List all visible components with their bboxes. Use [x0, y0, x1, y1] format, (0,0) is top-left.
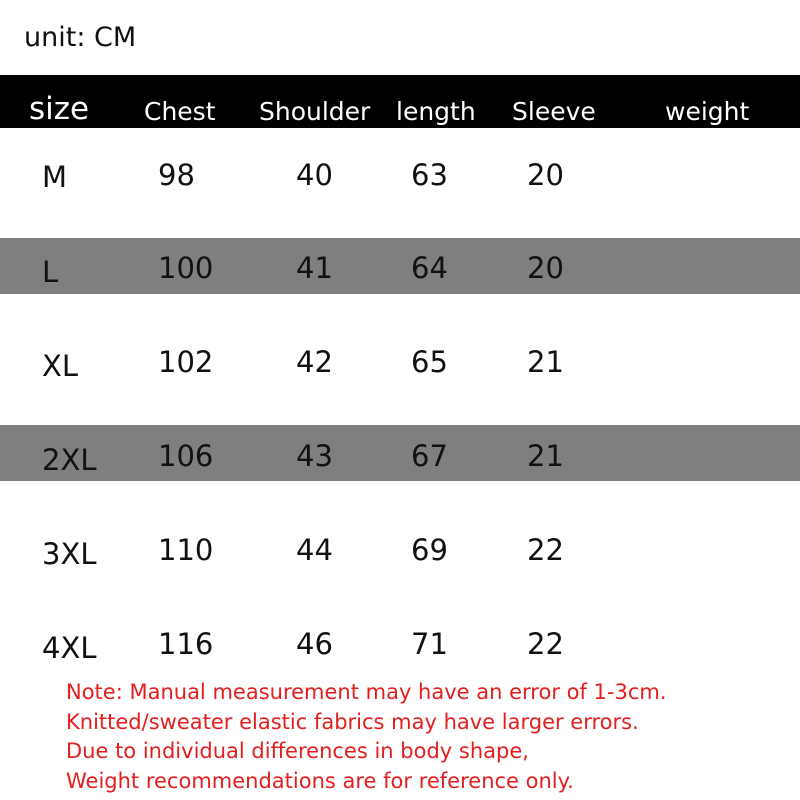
cell-shoulder: 46	[296, 627, 333, 661]
cell-chest: 102	[158, 345, 214, 379]
cell-chest: 116	[158, 627, 214, 661]
cell-size: L	[42, 255, 59, 289]
cell-sleeve: 22	[527, 533, 564, 567]
cell-size: 3XL	[42, 537, 97, 571]
cell-sleeve: 20	[527, 251, 564, 285]
cell-sleeve: 22	[527, 627, 564, 661]
measurement-notes	[66, 678, 667, 796]
cell-length: 69	[411, 533, 448, 567]
cell-shoulder: 42	[296, 345, 333, 379]
cell-chest: 98	[158, 158, 195, 192]
cell-sleeve: 20	[527, 158, 564, 192]
header-chest: Chest	[144, 97, 216, 126]
cell-shoulder: 41	[296, 251, 333, 285]
header-sleeve: Sleeve	[512, 97, 596, 126]
note-line: Weight recommendations are for reference only.	[66, 768, 574, 793]
cell-size: 2XL	[42, 443, 97, 477]
cell-shoulder: 44	[296, 533, 333, 567]
row-band-2xl	[0, 425, 800, 481]
cell-shoulder: 40	[296, 158, 333, 192]
cell-chest: 110	[158, 533, 214, 567]
cell-length: 71	[411, 627, 448, 661]
note-line: Due to individual differences in body shape,	[66, 739, 529, 763]
table-header	[0, 75, 800, 128]
header-weight: weight	[665, 97, 750, 126]
note-line: Note: Manual measurement may have an error of 1-3cm.	[66, 680, 667, 704]
cell-length: 65	[411, 345, 448, 379]
cell-sleeve: 21	[527, 345, 564, 379]
cell-size: M	[42, 160, 68, 194]
cell-shoulder: 43	[296, 439, 333, 473]
cell-chest: 100	[158, 251, 214, 285]
cell-size: XL	[42, 349, 79, 383]
unit-label: unit: CM	[24, 22, 137, 53]
cell-length: 64	[411, 251, 448, 285]
header-length: length	[396, 97, 476, 126]
cell-size: 4XL	[42, 631, 97, 665]
cell-sleeve: 21	[527, 439, 564, 473]
header-shoulder: Shoulder	[259, 97, 371, 126]
row-band-l	[0, 238, 800, 294]
cell-length: 63	[411, 158, 448, 192]
cell-chest: 106	[158, 439, 214, 473]
note-line: Knitted/sweater elastic fabrics may have larger errors.	[66, 709, 639, 734]
cell-length: 67	[411, 439, 448, 473]
header-size: size	[29, 91, 90, 127]
